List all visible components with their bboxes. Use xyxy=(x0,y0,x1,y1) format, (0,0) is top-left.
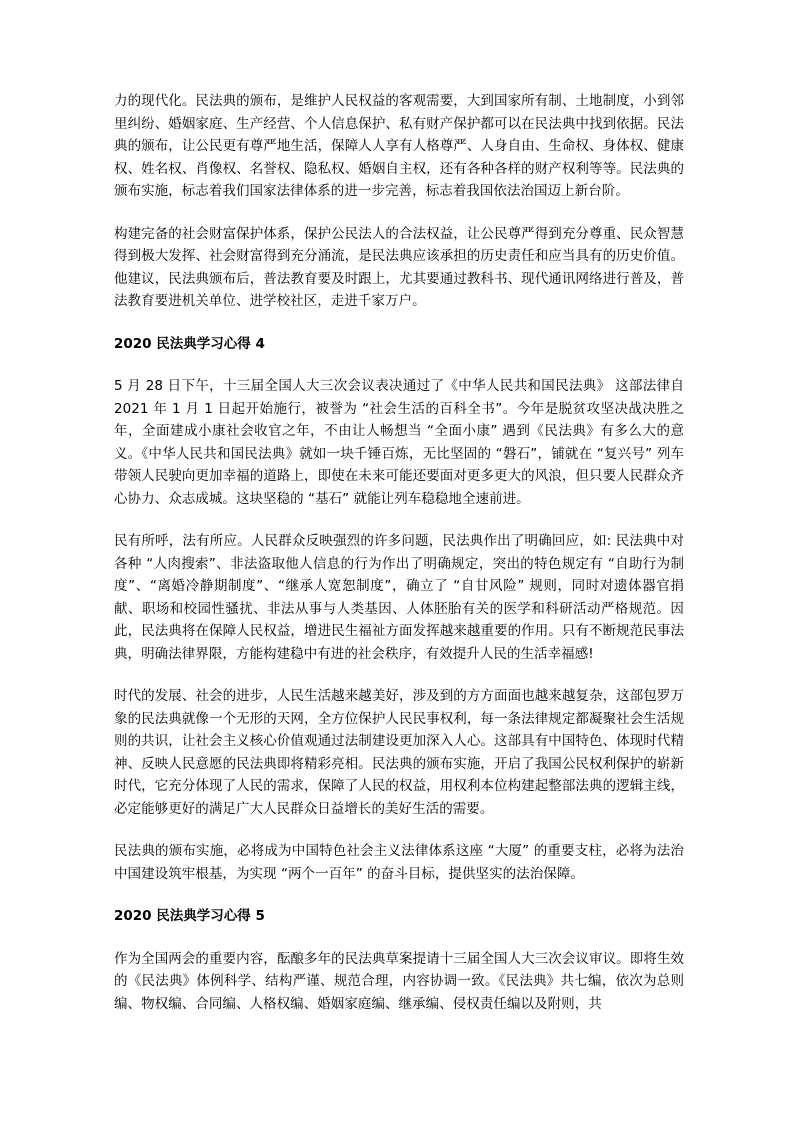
paragraph: 民有所呼，法有所应。人民群众反映强烈的许多问题，民法典作出了明确回应，如: 民法典中对各种 “人肉搜索”、非法盗取他人信息的行为作出了明确规定，突出的特色规定有 “自助行为制度”、“离婚冷静期制度”、“继承人宽恕制度”，确立了 “自甘风险” 规则，同时对遗体器官捐献、职场和校园性骚扰、非法从事与人类基因、人体胚胎有关的医学和科研活动严格规范。因此，民法典将在保障人民权益，增进民生福祉方面发挥越来越重要的作用。只有不断规范民事法典，明确法律界限，方能构建稳中有进的社会秩序，有效提升人民的生活幸福感! xyxy=(114,533,684,662)
section-heading-5: 2020 民法典学习心得 5 xyxy=(114,908,265,924)
paragraph: 5 月 28 日下午，十三届全国人大三次会议表决通过了《中华人民共和国民法典》 这部法律自 2021 年 1 月 1 日起开始施行，被誉为 “社会生活的百科全书”。今年是脱贫攻坚决战决胜之年，全面建成小康社会收官之年，不由让人畅想当 “全面小康” 遇到《民法典》有多么大的意义。《中华人民共和国民法典》就如一块千锤百炼，无比坚固的 “磐石”，铺就在 “复兴号” 列车带领人民驶向更加幸福的道路上，即使在未来可能还要面对更多更大的风浪，但只要人民群众齐心协力、众志成城。这块坚稳的 “基石” 就能让列车稳稳地全速前进。 xyxy=(114,378,684,507)
paragraph: 民法典的颁布实施，必将成为中国特色社会主义法律体系这座 “大厦” 的重要支柱，必将为法治中国建设筑牢根基，为实现 “两个一百年” 的奋斗目标，提供坚实的法治保障。 xyxy=(114,843,684,882)
paragraph: 作为全国两会的重要内容，酝酿多年的民法典草案提请十三届全国人大三次会议审议。即将生效的《民法典》体例科学、结构严谨、规范合理，内容协调一致。《民法典》共七编，依次为总则编、物权编、合同编、人格权编、婚姻家庭编、继承编、侵权责任编以及附则，共 xyxy=(114,950,684,1012)
paragraph: 力的现代化。民法典的颁布，是维护人民权益的客观需要，大到国家所有制、土地制度，小到邻里纠纷、婚姻家庭、生产经营、个人信息保护、私有财产保护都可以在民法典中找到依据。民法典的颁布，让公民更有尊严地生活，保障人人享有人格尊严、人身自由、生命权、身体权、健康权、姓名权、肖像权、名誉权、隐私权、婚姻自主权，还有各种各样的财产权利等等。民法典的颁布实施，标志着我们国家法律体系的进一步完善，标志着我国依法治国迈上新台阶。 xyxy=(114,93,684,199)
section-heading-4: 2020 民法典学习心得 4 xyxy=(114,335,265,352)
paragraph: 构建完备的社会财富保护体系，保护公民法人的合法权益，让公民尊严得到充分尊重、民众智慧得到极大发挥、社会财富得到充分涌流，是民法典应该承担的历史责任和应当具有的历史价值。他建议，民法典颁布后，普法教育要及时跟上，尤其要通过教科书、现代通讯网络进行普及，普法教育要进机关单位、进学校社区，走进千家万户。 xyxy=(114,225,684,309)
document-page xyxy=(114,90,684,1035)
paragraph: 时代的发展、社会的进步，人民生活越来越美好，涉及到的方方面面也越来越复杂，这部包罗万象的民法典就像一个无形的天网，全方位保护人民民事权利，每一条法律规定都凝聚社会生活规则的共识，让社会主义核心价值观通过法制建设更加深入人心。这部具有中国特色、体现时代精神、反映人民意愿的民法典即将精彩亮相。民法典的颁布实施，开启了我国公民权利保护的崭新时代，它充分体现了人民的需求，保障了人民的权益，用权利本位构建起整部法典的逻辑主线，必定能够更好的满足广大人民群众日益增长的美好生活的需要。 xyxy=(114,688,684,817)
